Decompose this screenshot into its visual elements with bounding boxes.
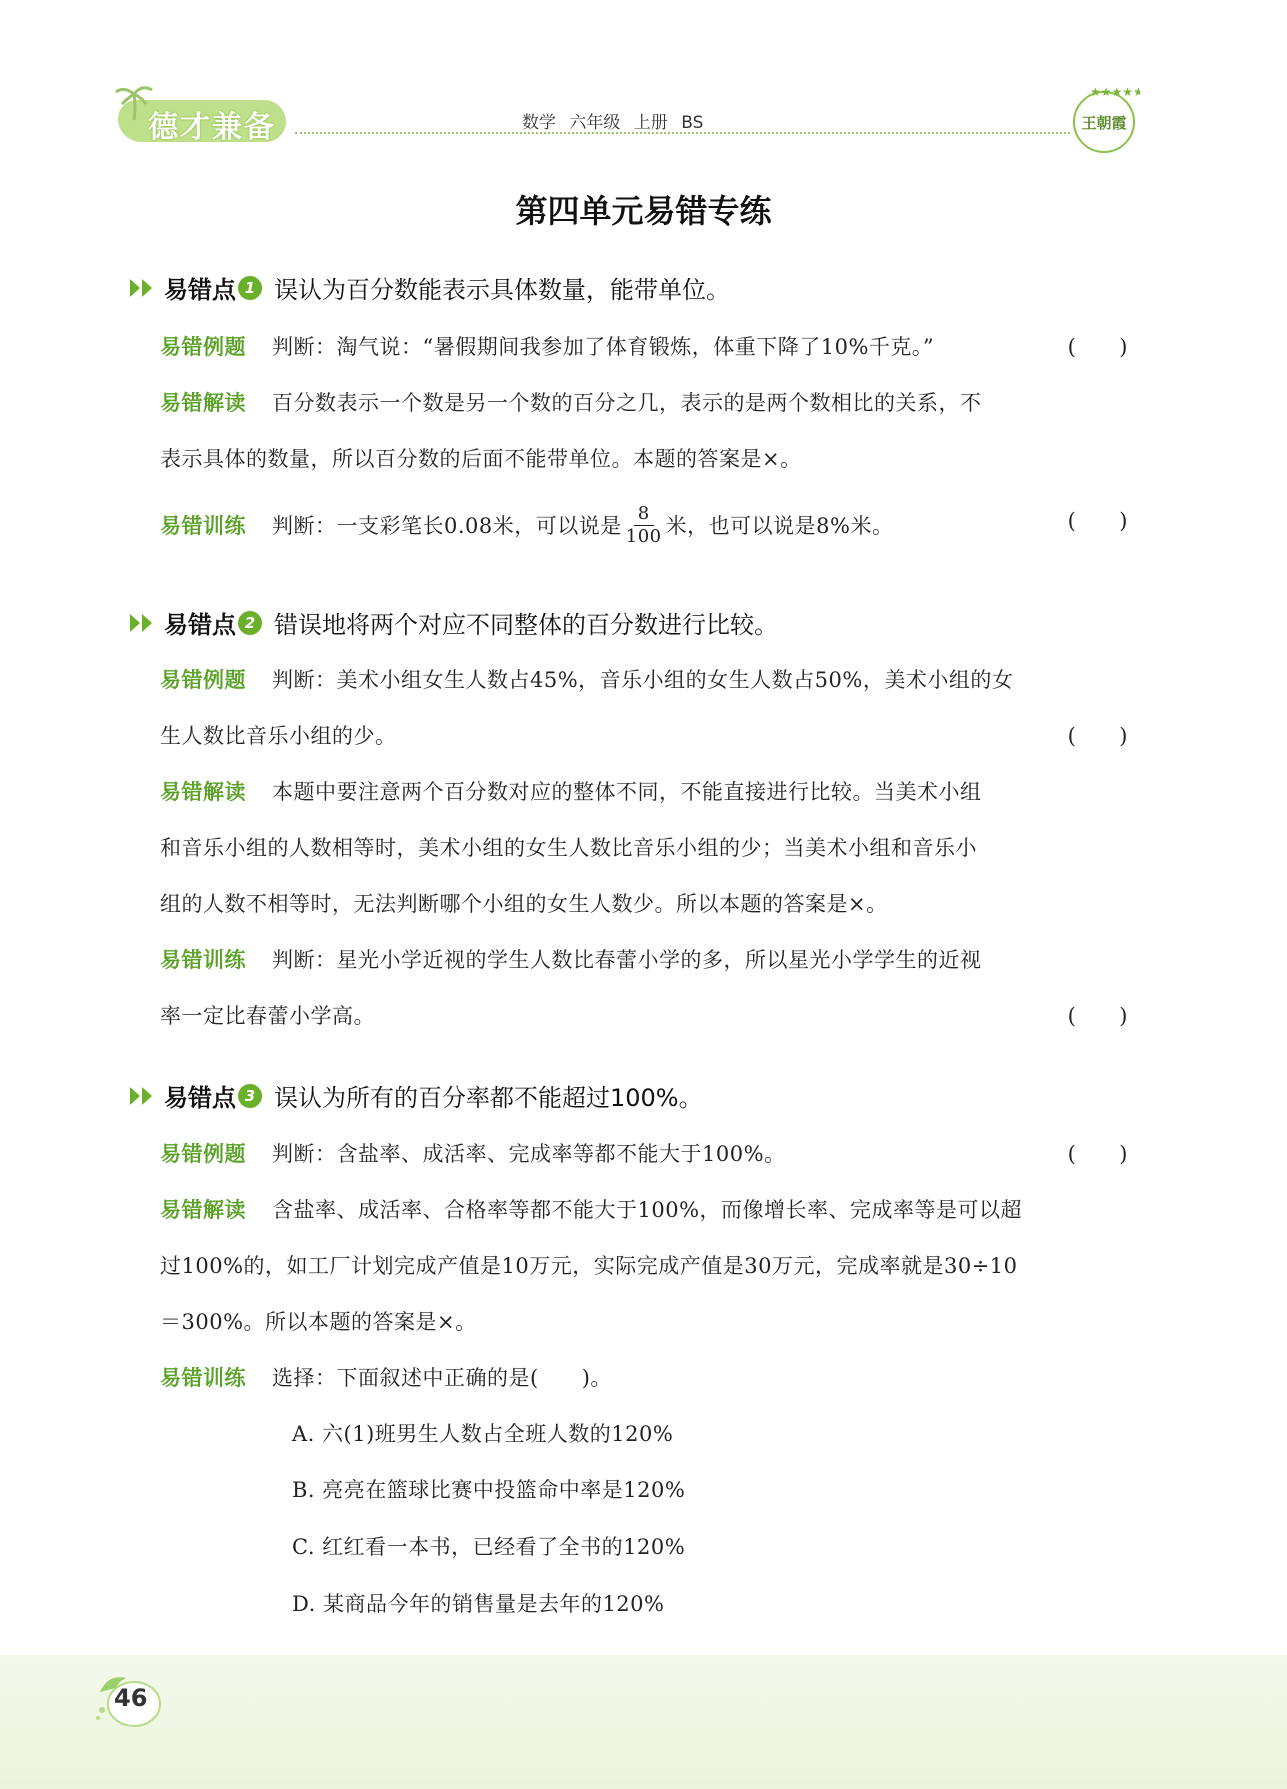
- double-arrow-icon: [128, 1085, 158, 1107]
- seal: [1068, 82, 1140, 154]
- option-c: C. 红红看一本书，已经看了全书的120%: [292, 1535, 686, 1559]
- answer-parentheses: ( ): [1067, 509, 1128, 533]
- header-info: 数学 六年级 上册 BS: [522, 113, 704, 133]
- analysis-text: 本题中要注意两个百分数对应的整体不同，不能直接进行比较。当美术小组: [272, 780, 982, 804]
- training-line: [160, 1000, 1128, 1030]
- logo: [118, 82, 293, 144]
- example-line: [160, 1138, 1128, 1168]
- footer-band: [0, 1655, 1287, 1789]
- option-a: A. 六(1)班男生人数占全班人数的120%: [292, 1422, 674, 1446]
- answer-parentheses: ( ): [1067, 1004, 1128, 1028]
- logo-text: 德才兼备: [148, 110, 276, 145]
- analysis-text: 百分数表示一个数是另一个数的百分之几，表示的是两个数相比的关系，不: [272, 391, 982, 415]
- training-text: 判断：星光小学近视的学生人数比春蕾小学的多，所以星光小学学生的近视: [272, 948, 982, 972]
- page-title: 第四单元易错专练: [515, 192, 772, 230]
- analysis-line: [160, 776, 1128, 806]
- section-number-badge: 1: [238, 276, 262, 300]
- section-2-header: [128, 605, 778, 640]
- section-description: 错误地将两个对应不同整体的百分数进行比较。: [274, 611, 778, 639]
- analysis-line: ＝300%。所以本题的答案是×。: [160, 1310, 477, 1334]
- example-text: 判断：美术小组女生人数占45%，音乐小组的女生人数占50%，美术小组的女: [272, 668, 1014, 692]
- section-description: 误认为百分数能表示具体数量，能带单位。: [274, 276, 730, 304]
- analysis-line: [160, 1194, 1128, 1224]
- training-text: 选择：下面叙述中正确的是( )。: [272, 1366, 612, 1390]
- option-b: B. 亮亮在篮球比赛中投篮命中率是120%: [292, 1478, 686, 1502]
- svg-text:★★★★★: ★★★★★: [1090, 85, 1140, 99]
- example-text: 生人数比音乐小组的少。: [160, 724, 397, 748]
- answer-parentheses: ( ): [1067, 335, 1128, 359]
- training-tag: 易错训练: [160, 948, 246, 972]
- training-tag: 易错训练: [160, 1366, 246, 1390]
- training-line: [160, 505, 1128, 550]
- fraction: [626, 503, 662, 548]
- option-d: D. 某商品今年的销售量是去年的120%: [292, 1592, 665, 1616]
- analysis-line: [160, 387, 1128, 417]
- header-divider: [295, 132, 1070, 134]
- training-text: 米，也可以说是8%米。: [665, 514, 894, 538]
- training-text: 率一定比春蕾小学高。: [160, 1004, 375, 1028]
- training-tag: 易错训练: [160, 514, 246, 538]
- analysis-tag: 易错解读: [160, 780, 246, 804]
- answer-parentheses: ( ): [1067, 724, 1128, 748]
- analysis-line: 和音乐小组的人数相等时，美术小组的女生人数比音乐小组的少；当美术小组和音乐小: [160, 836, 977, 860]
- page-number: 46: [114, 1684, 148, 1712]
- analysis-line: 表示具体的数量，所以百分数的后面不能带单位。本题的答案是×。: [160, 447, 802, 471]
- example-tag: 易错例题: [160, 335, 246, 359]
- double-arrow-icon: [128, 612, 158, 634]
- double-arrow-icon: [128, 277, 158, 299]
- analysis-line: 组的人数不相等时，无法判断哪个小组的女生人数少。所以本题的答案是×。: [160, 892, 888, 916]
- section-label: 易错点: [164, 1084, 236, 1112]
- section-label: 易错点: [164, 611, 236, 639]
- analysis-line: 过100%的，如工厂计划完成产值是10万元，实际完成产值是30万元，完成率就是30÷10: [160, 1254, 1018, 1278]
- section-description: 误认为所有的百分率都不能超过100%。: [274, 1084, 703, 1112]
- fraction-denominator: 100: [625, 526, 662, 547]
- section-number-badge: 3: [238, 1084, 262, 1108]
- section-3-header: [128, 1078, 703, 1113]
- answer-parentheses: ( ): [1067, 1142, 1128, 1166]
- fraction-numerator: 8: [634, 503, 654, 526]
- example-tag: 易错例题: [160, 1142, 246, 1166]
- example-line: [160, 720, 1128, 750]
- training-line: [160, 1362, 1128, 1392]
- training-line: [160, 944, 1128, 974]
- example-line: [160, 664, 1128, 694]
- example-tag: 易错例题: [160, 668, 246, 692]
- example-text: 判断：含盐率、成活率、完成率等都不能大于100%。: [272, 1142, 786, 1166]
- section-1-header: [128, 270, 730, 305]
- section-number-badge: 2: [238, 611, 262, 635]
- seal-text: 王朝霞: [1081, 114, 1127, 132]
- training-text: 判断：一支彩笔长0.08米，可以说是: [272, 514, 622, 538]
- analysis-text: 含盐率、成活率、合格率等都不能大于100%，而像增长率、完成率等是可以超: [272, 1198, 1023, 1222]
- analysis-tag: 易错解读: [160, 1198, 246, 1222]
- example-text: 判断：淘气说：“暑假期间我参加了体育锻炼，体重下降了10%千克。”: [272, 335, 935, 359]
- section-label: 易错点: [164, 276, 236, 304]
- analysis-tag: 易错解读: [160, 391, 246, 415]
- example-line: [160, 331, 1128, 361]
